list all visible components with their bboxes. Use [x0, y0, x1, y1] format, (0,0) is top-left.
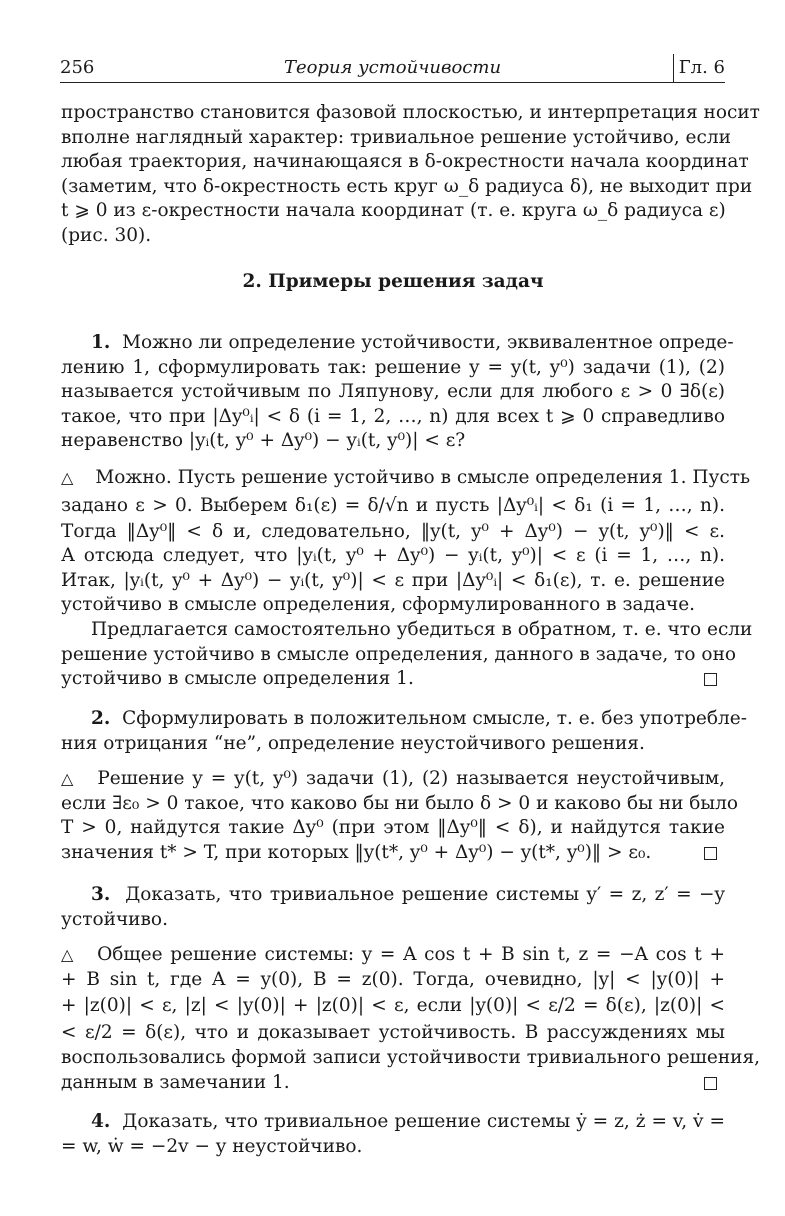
- text-line: решение устойчиво в смысле определения, данного в задаче, то оно: [61, 643, 737, 665]
- text-line: пространство становится фазовой плоскостью, и интерпретация носит: [61, 102, 760, 123]
- text-run: данным в замечании 1.: [61, 1071, 290, 1093]
- text-run: устойчиво в смысле определения 1.: [61, 668, 414, 690]
- page-number: 256: [60, 57, 95, 78]
- text-line: Тогда ‖Δy⁰‖ < δ и, следовательно, ‖y(t, y⁰ + Δy⁰) − y(t, y⁰)‖ < ε.: [61, 520, 725, 542]
- problem-3-solution: [61, 943, 761, 1095]
- text-line: Итак, |yᵢ(t, y⁰ + Δy⁰) − yᵢ(t, y⁰)| < ε при |Δy⁰ᵢ| < δ₁(ε), т. е. решение: [61, 569, 725, 591]
- text-line: Предлагается самостоятельно убедиться в обратном, т. е. что если: [91, 618, 753, 640]
- text-line: [61, 841, 725, 866]
- problem-1-solution: [61, 466, 753, 692]
- text-line: А отсюда следует, что |yᵢ(t, y⁰ + Δy⁰) − yᵢ(t, y⁰)| < ε (i = 1, …, n).: [61, 545, 725, 567]
- text-run: Можно ли определение устойчивости, эквивалентное опреде-: [122, 332, 734, 353]
- text-line: устойчиво.: [61, 908, 168, 930]
- qed-square-icon: [704, 673, 717, 686]
- text-line: [61, 667, 725, 692]
- text-line: устойчиво в смысле определения, сформулированного в задаче.: [61, 594, 696, 616]
- problem-4-statement: [61, 1110, 725, 1159]
- text-run: значения t* > T, при которых ‖y(t*, y⁰ + Δy⁰) − y(t*, y⁰)‖ > ε₀.: [61, 841, 652, 863]
- text-line: задано ε > 0. Выберем δ₁(ε) = δ/√n и пусть |Δy⁰ᵢ| < δ₁ (i = 1, …, n).: [61, 494, 725, 516]
- text-line: воспользовались формой записи устойчивости тривиального решения,: [61, 1047, 761, 1069]
- problem-2-statement: [61, 707, 747, 756]
- triangle-icon: △: [61, 769, 76, 788]
- running-header: [60, 56, 725, 83]
- triangle-icon: △: [61, 945, 76, 964]
- text-line: [61, 331, 734, 356]
- text-line: [61, 707, 747, 732]
- text-line: такое, что при |Δy⁰ᵢ| < δ (i = 1, 2, …, n) для всех t ⩾ 0 справедливо: [61, 405, 725, 427]
- text-line: [61, 466, 751, 491]
- text-line: любая траектория, начинающаяся в δ-окрестности начала координат: [61, 151, 749, 173]
- problem-1-statement: [61, 331, 734, 454]
- text-run: Доказать, что тривиальное решение системы y′ = z, z′ = −y: [125, 884, 725, 905]
- text-line: t ⩾ 0 из ε-окрестности начала координат (т. е. круга ω_δ радиуса ε): [61, 200, 726, 222]
- text-line: [61, 883, 725, 908]
- text-line: неравенство |yᵢ(t, y⁰ + Δy⁰) − yᵢ(t, y⁰)| < ε?: [61, 430, 466, 452]
- text-line: лению 1, сформулировать так: решение y = y(t, y⁰) задачи (1), (2): [61, 356, 725, 378]
- text-run: Решение y = y(t, y⁰) задачи (1), (2) называется неустойчивым,: [97, 768, 725, 789]
- chapter-label: Гл. 6: [679, 56, 725, 81]
- text-line: = w, ẇ = −2v − y неустойчиво.: [61, 1135, 363, 1157]
- text-line: (рис. 30).: [61, 224, 152, 246]
- qed-square-icon: [704, 1077, 717, 1090]
- problem-3-statement: [61, 883, 725, 932]
- text-line: + |z(0)| < ε, |z| < |y(0)| + |z(0)| < ε, если |y(0)| < ε/2 = δ(ε), |z(0)| <: [61, 995, 725, 1017]
- text-line: если ∃ε₀ > 0 такое, что каково бы ни было δ > 0 и каково бы ни было: [61, 792, 739, 814]
- text-line: (заметим, что δ-окрестность есть круг ω_δ радиуса δ), не выходит при: [61, 175, 753, 197]
- text-run: Доказать, что тривиальное решение системы ẏ = z, ż = v, v̇ =: [122, 1111, 725, 1132]
- triangle-icon: △: [61, 468, 74, 487]
- problem-number: 3.: [91, 884, 111, 905]
- text-line: [61, 1071, 725, 1096]
- text-line: [61, 1110, 725, 1135]
- text-line: ния отрицания “не”, определение неустойчивого решения.: [61, 732, 645, 754]
- qed-square-icon: [704, 847, 717, 860]
- text-run: Сформулировать в положительном смысле, т. е. без употребле-: [122, 708, 747, 729]
- problem-number: 4.: [91, 1111, 111, 1132]
- text-line: T > 0, найдутся такие Δy⁰ (при этом ‖Δy⁰‖ < δ), и найдутся такие: [61, 817, 725, 839]
- text-line: [61, 767, 725, 792]
- section-heading: 2. Примеры решения задач: [242, 271, 544, 292]
- intro-paragraph: [61, 101, 760, 249]
- problem-number: 1.: [91, 332, 111, 353]
- running-title: Теория устойчивости: [283, 57, 502, 78]
- problem-number: 2.: [91, 708, 111, 729]
- problem-2-solution: [61, 767, 739, 865]
- text-line: [61, 943, 725, 968]
- text-run: Общее решение системы: y = A cos t + B sin t, z = −A cos t +: [97, 944, 725, 965]
- text-line: вполне наглядный характер: тривиальное решение устойчиво, если: [61, 126, 731, 148]
- text-run: Можно. Пусть решение устойчиво в смысле определения 1. Пусть: [95, 467, 751, 488]
- text-line: называется устойчивым по Ляпунову, если для любого ε > 0 ∃δ(ε): [61, 381, 725, 403]
- text-line: < ε/2 = δ(ε), что и доказывает устойчивость. В рассуждениях мы: [61, 1022, 725, 1044]
- text-line: + B sin t, где A = y(0), B = z(0). Тогда, очевидно, |y| < |y(0)| +: [61, 968, 725, 990]
